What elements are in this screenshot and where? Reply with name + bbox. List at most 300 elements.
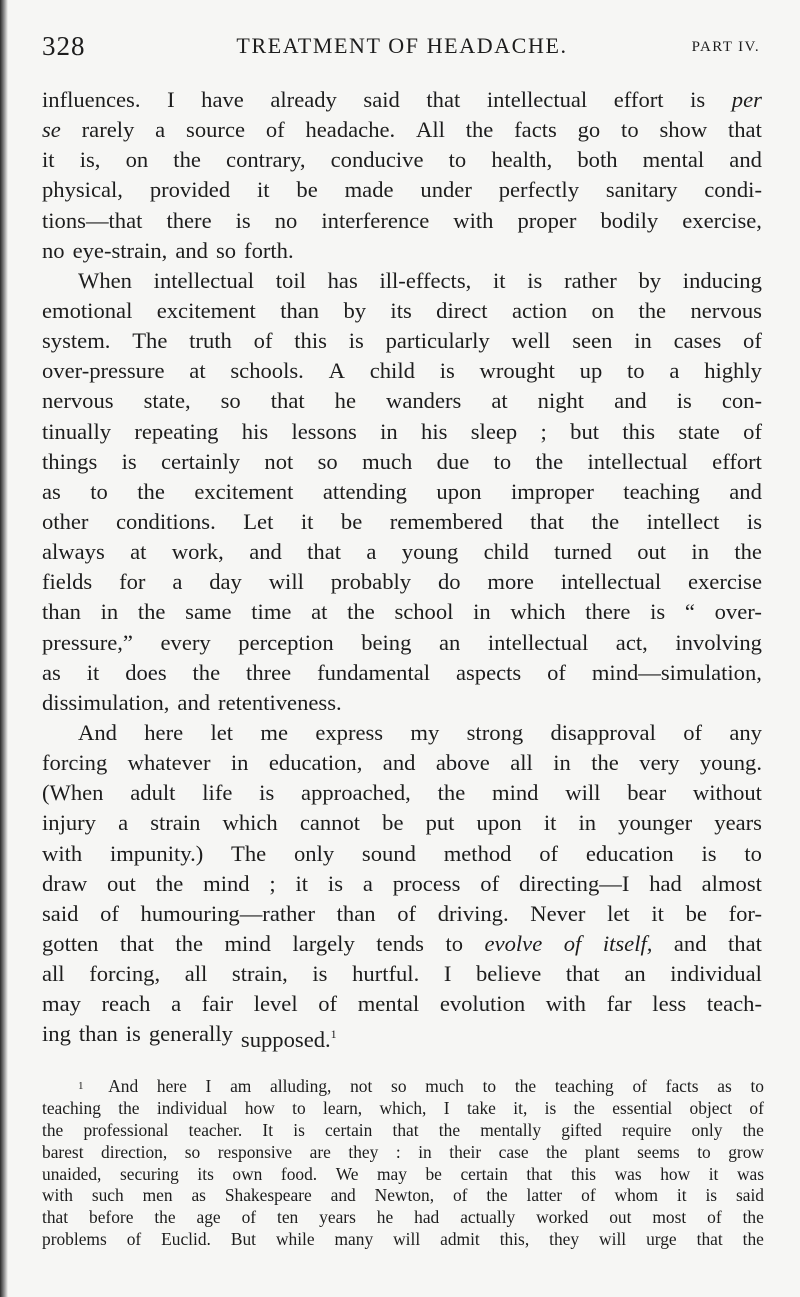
- word: it: [42, 147, 55, 173]
- text-line: [42, 266, 762, 296]
- word: without: [692, 780, 762, 806]
- word: mind: [492, 780, 539, 806]
- word: alluding,: [270, 1076, 332, 1096]
- word: teaching: [554, 1076, 614, 1096]
- word: express: [315, 719, 384, 745]
- word: It: [262, 1119, 274, 1140]
- word: said: [363, 87, 400, 112]
- word: very: [639, 750, 680, 776]
- word: :: [395, 1141, 401, 1162]
- word: its: [390, 297, 412, 323]
- word: out: [637, 539, 667, 565]
- word: to: [482, 1076, 497, 1096]
- word: But: [230, 1229, 256, 1250]
- word: will: [565, 780, 601, 806]
- word: be: [340, 508, 363, 534]
- word: fundamental: [317, 659, 431, 685]
- word: se: [42, 117, 61, 143]
- word: of: [265, 117, 285, 143]
- word: own: [232, 1163, 263, 1184]
- word: cases: [673, 328, 722, 354]
- word: it: [295, 870, 309, 896]
- word: Shakespeare: [224, 1185, 312, 1206]
- word: being: [361, 629, 412, 655]
- word: is: [312, 961, 328, 987]
- word: is: [235, 207, 251, 233]
- word: work,: [171, 539, 224, 565]
- word: grow: [728, 1141, 764, 1162]
- word: evolve: [484, 930, 543, 956]
- word: how: [660, 1163, 691, 1184]
- word: bear: [627, 780, 667, 806]
- word: before: [89, 1207, 134, 1228]
- text-line: [42, 115, 762, 145]
- word: perfectly: [498, 177, 579, 203]
- word: so: [391, 1076, 407, 1096]
- word: so: [215, 237, 237, 263]
- word: day: [209, 569, 242, 595]
- word: a: [669, 358, 680, 384]
- text-line: [42, 688, 762, 718]
- word: that: [565, 961, 600, 987]
- word: require: [622, 1119, 672, 1140]
- word: that: [392, 1119, 419, 1140]
- word: intellectual: [560, 569, 662, 595]
- word: all: [510, 750, 533, 776]
- word: and: [330, 1185, 356, 1206]
- word: the: [742, 1207, 764, 1228]
- word: a: [362, 870, 373, 896]
- word: The: [132, 328, 168, 354]
- word: driving.: [437, 900, 509, 926]
- word: actually: [460, 1207, 516, 1228]
- word: school: [394, 599, 454, 625]
- word: in: [634, 328, 652, 354]
- word: Never: [530, 900, 586, 926]
- word: evolution: [439, 991, 526, 1017]
- word: his: [241, 418, 269, 444]
- word: here: [144, 719, 184, 745]
- footnote: [42, 1076, 764, 1251]
- word: child: [483, 539, 529, 565]
- word: headache.: [305, 117, 396, 143]
- word: the: [118, 1097, 140, 1118]
- word: so: [184, 1141, 201, 1162]
- text-line: [42, 899, 762, 929]
- word: tinually: [42, 418, 112, 444]
- word: physical,: [42, 177, 123, 203]
- running-title: TREATMENT OF HEADACHE.: [236, 33, 568, 58]
- word: facts: [665, 1076, 699, 1096]
- word: essential: [612, 1097, 673, 1118]
- word: ten: [277, 1207, 299, 1228]
- word: remembered: [389, 508, 503, 534]
- word: mind: [203, 870, 250, 896]
- word: impunity.): [109, 840, 204, 866]
- word: than: [42, 599, 81, 625]
- word: than: [336, 900, 376, 926]
- text-line: [42, 748, 762, 778]
- word: he: [334, 388, 356, 414]
- word: on: [591, 297, 615, 323]
- word: itself,: [602, 930, 653, 956]
- word: wanders: [386, 388, 462, 414]
- word: is: [348, 328, 364, 354]
- word: of: [397, 900, 417, 926]
- word: so: [317, 448, 338, 474]
- word: involving: [675, 629, 762, 655]
- word: the: [591, 750, 619, 776]
- word: it: [708, 1163, 719, 1184]
- word: not: [264, 448, 294, 474]
- word: years: [714, 810, 762, 836]
- word: on: [125, 147, 149, 173]
- word: do: [437, 569, 461, 595]
- word: education,: [268, 750, 363, 776]
- word: highly: [704, 358, 762, 384]
- word: a: [155, 117, 166, 143]
- word: will: [393, 1229, 421, 1250]
- word: time: [251, 599, 292, 625]
- word: disapproval: [550, 719, 656, 745]
- word: in: [230, 750, 249, 776]
- word: not: [350, 1076, 373, 1096]
- word: may: [42, 991, 81, 1017]
- word: the: [438, 1119, 461, 1140]
- word: said: [42, 900, 79, 926]
- word: it,: [513, 1097, 528, 1118]
- word: improper: [511, 478, 594, 504]
- word: I: [167, 87, 175, 112]
- word: largely: [292, 930, 355, 956]
- word: as: [191, 1185, 206, 1206]
- word: And: [108, 1076, 139, 1096]
- word: in: [578, 810, 597, 836]
- word: strain,: [231, 961, 288, 987]
- word: ;: [540, 418, 547, 444]
- word: condi-: [704, 177, 762, 203]
- word: draw: [42, 870, 88, 896]
- word: of: [707, 1207, 722, 1228]
- word: in: [691, 539, 709, 565]
- word: than: [78, 1021, 118, 1047]
- word: it: [257, 177, 270, 203]
- word: of: [100, 900, 119, 926]
- word: to: [445, 930, 464, 956]
- word: forcing: [42, 750, 108, 776]
- word: Euclid.: [161, 1229, 211, 1250]
- word: and: [729, 478, 762, 504]
- word: here: [156, 1076, 187, 1096]
- word: The: [231, 840, 267, 866]
- word: the: [437, 780, 466, 806]
- word: individual: [156, 1097, 228, 1118]
- word: object: [689, 1097, 733, 1118]
- word: to: [750, 1076, 764, 1096]
- word: well: [511, 328, 551, 354]
- word: other: [42, 508, 89, 534]
- word: over-pressure: [42, 358, 165, 384]
- word: they: [549, 1229, 580, 1250]
- word: barest: [42, 1141, 84, 1162]
- word: of: [253, 328, 273, 354]
- word: to: [697, 1141, 711, 1162]
- word: which,: [379, 1097, 427, 1118]
- word: age: [196, 1207, 221, 1228]
- word: repeating: [134, 418, 219, 444]
- word: fields: [42, 569, 93, 595]
- word: individual: [670, 961, 762, 987]
- word: is: [650, 599, 666, 625]
- word: three: [246, 659, 292, 685]
- page-edge-shadow: [0, 0, 8, 1297]
- text-line: [42, 658, 762, 688]
- word: and: [175, 237, 208, 263]
- word: bodily: [600, 207, 659, 233]
- word: of: [480, 870, 500, 896]
- word: lessons: [291, 418, 357, 444]
- word: it: [543, 810, 557, 836]
- word: his: [421, 418, 448, 444]
- word: most: [652, 1207, 687, 1228]
- word: any: [729, 719, 762, 745]
- word: ;: [269, 870, 276, 896]
- word: state: [678, 418, 720, 444]
- word: under: [420, 177, 472, 203]
- word: how: [244, 1097, 275, 1118]
- word: of: [743, 328, 762, 354]
- word: case: [498, 1141, 529, 1162]
- word: at: [311, 599, 328, 625]
- word: with: [545, 991, 586, 1017]
- word: and: [382, 750, 416, 776]
- word: out: [107, 870, 136, 896]
- footnote-line: [42, 1229, 764, 1251]
- word: of: [632, 1076, 647, 1096]
- word: sound: [361, 840, 416, 866]
- word: and: [249, 539, 282, 565]
- word: professional: [83, 1119, 169, 1140]
- word: of: [452, 1185, 468, 1206]
- word: is: [259, 780, 275, 806]
- word: said: [735, 1185, 764, 1206]
- word: generally: [148, 1021, 233, 1047]
- word: it: [300, 508, 314, 534]
- running-header: [42, 30, 762, 62]
- word: is: [544, 1097, 557, 1118]
- word: exercise: [687, 569, 762, 595]
- word: that: [727, 117, 762, 143]
- word: whom: [614, 1185, 658, 1206]
- word: teaching: [623, 478, 700, 504]
- word: it: [493, 267, 506, 293]
- word: method: [443, 840, 512, 866]
- word: effort: [712, 448, 762, 474]
- word: a: [366, 539, 377, 565]
- word: certain: [460, 1163, 508, 1184]
- word: When: [78, 267, 132, 293]
- word: learn,: [323, 1097, 363, 1118]
- word: an: [438, 629, 461, 655]
- word: is,: [79, 147, 101, 173]
- word: show: [659, 117, 708, 143]
- word: all: [42, 961, 65, 987]
- word: admit: [440, 1229, 480, 1250]
- text-line: [42, 808, 762, 838]
- word: effort: [613, 87, 664, 112]
- word: the: [173, 147, 201, 173]
- text-line: [42, 477, 762, 507]
- word: source: [186, 117, 245, 143]
- text-line: [42, 85, 762, 115]
- word: with: [453, 207, 494, 233]
- word: an: [624, 961, 646, 987]
- word: at: [491, 388, 508, 414]
- word: intellectual: [153, 267, 255, 293]
- word: a: [171, 991, 182, 1017]
- word: forth.: [244, 237, 294, 263]
- word: particularly: [385, 328, 490, 354]
- word: of: [126, 1229, 142, 1250]
- word: the: [546, 1141, 568, 1162]
- word: intellectual: [587, 448, 688, 474]
- word: injury: [42, 810, 96, 836]
- word: over-: [714, 599, 762, 625]
- word: con-: [721, 388, 762, 414]
- word: sanitary: [605, 177, 678, 203]
- word: there: [166, 207, 212, 233]
- word: their: [449, 1141, 482, 1162]
- word: much: [425, 1076, 464, 1096]
- word: has: [327, 267, 358, 293]
- word: almost: [701, 870, 762, 896]
- word: at: [130, 539, 147, 565]
- word: of: [581, 1185, 596, 1206]
- word: upon: [476, 810, 522, 836]
- word: my: [410, 719, 440, 745]
- word: let: [607, 900, 630, 926]
- word: hurtful.: [352, 961, 420, 987]
- word: as: [42, 478, 61, 504]
- word: by: [638, 267, 662, 293]
- word: is: [746, 508, 762, 534]
- word: intellect: [646, 508, 720, 534]
- word: excitement: [156, 297, 256, 323]
- word: be: [685, 900, 707, 926]
- word: And: [78, 719, 117, 745]
- word: many: [334, 1229, 374, 1250]
- word: facts: [514, 117, 557, 143]
- word: I: [443, 1097, 450, 1118]
- word: which: [510, 599, 566, 625]
- word: men: [142, 1185, 173, 1206]
- word: is: [705, 1185, 718, 1206]
- word: am: [230, 1076, 252, 1096]
- word: mental: [642, 147, 705, 173]
- text-line: [42, 417, 762, 447]
- text-line: [42, 778, 762, 808]
- word: level: [253, 991, 298, 1017]
- word: to: [621, 117, 639, 143]
- word: supposed.$^1$: [240, 1027, 337, 1053]
- word: whatever: [127, 750, 211, 776]
- word: be: [382, 810, 404, 836]
- word: intellectual: [487, 629, 589, 655]
- word: such: [91, 1185, 124, 1206]
- word: out: [609, 1207, 632, 1228]
- word: young: [401, 539, 459, 565]
- word: All: [416, 117, 445, 143]
- word: per: [731, 87, 762, 112]
- word: of: [318, 991, 338, 1017]
- word: of: [241, 1207, 257, 1228]
- part-label: PART IV.: [691, 39, 760, 55]
- word: a: [172, 569, 183, 595]
- text-line: [42, 869, 762, 899]
- word: but: [570, 418, 600, 444]
- word: is: [690, 87, 706, 112]
- text-line: [42, 447, 762, 477]
- word: adult: [130, 780, 176, 806]
- word: gotten: [42, 930, 99, 956]
- word: mind: [224, 930, 271, 956]
- word: perception: [238, 629, 334, 655]
- word: for-: [728, 900, 762, 926]
- word: of: [749, 1097, 764, 1118]
- word: the: [742, 1119, 764, 1140]
- text-line: [42, 206, 762, 236]
- word: retentiveness.: [218, 689, 342, 715]
- word: will: [268, 569, 304, 595]
- text-line: [42, 929, 762, 959]
- word: already: [270, 87, 337, 112]
- word: problems: [42, 1229, 107, 1250]
- word: only: [293, 840, 335, 866]
- word: exercise,: [682, 207, 762, 233]
- text-line: [42, 296, 762, 326]
- word: than: [280, 297, 320, 323]
- footnote-line: [42, 1076, 764, 1098]
- word: both: [577, 147, 618, 173]
- word: as: [42, 659, 61, 685]
- word: act,: [615, 629, 648, 655]
- word: of: [683, 719, 703, 745]
- word: probably: [330, 569, 412, 595]
- word: the: [638, 297, 667, 323]
- word: in: [473, 599, 491, 625]
- word: in: [100, 599, 119, 625]
- word: is: [293, 1119, 305, 1140]
- word: no: [274, 207, 298, 233]
- text-line: [42, 356, 762, 386]
- word: more: [487, 569, 534, 595]
- word: things: [42, 448, 98, 474]
- word: the: [154, 1207, 176, 1228]
- word: mind—simulation,: [591, 659, 762, 685]
- word: that: [42, 1207, 69, 1228]
- word: unaided,: [42, 1163, 102, 1184]
- word: that: [119, 930, 154, 956]
- word: this: [294, 328, 327, 354]
- text-line: [42, 839, 762, 869]
- word: the: [591, 508, 620, 534]
- word: as: [717, 1076, 732, 1096]
- word: so: [220, 388, 241, 414]
- word: rather: [564, 267, 617, 293]
- word: eye-strain,: [72, 237, 168, 263]
- word: is: [439, 358, 455, 384]
- word: certainly: [161, 448, 241, 474]
